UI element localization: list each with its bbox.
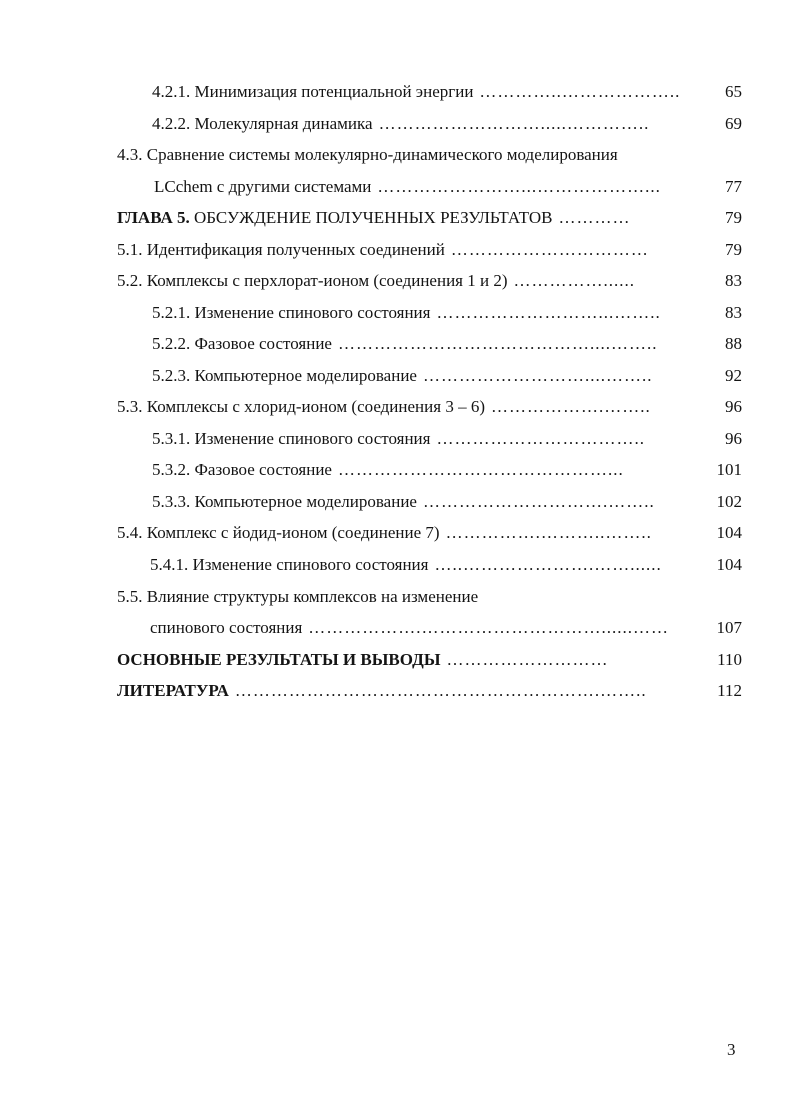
toc-entry-label: 4.3. Сравнение системы молекулярно-динамического моделирования (117, 145, 618, 164)
toc-entry-leader: …..………………….……...... (434, 555, 662, 574)
toc-entry (154, 175, 697, 199)
toc-entry (152, 458, 697, 482)
toc-entry-leader: …………….………..…….. (445, 523, 652, 542)
toc-entry-label: LCchem с другими системами (154, 177, 372, 196)
toc-entry-page: 77 (725, 177, 742, 196)
toc-entry-label: 5.2.1. Изменение спинового состояния (152, 303, 431, 322)
toc-entry-label: 5.3.1. Изменение спинового состояния (152, 429, 431, 448)
page-number: 3 (727, 1040, 736, 1059)
toc-entry-page: 83 (725, 303, 742, 322)
toc-entry-page: 65 (725, 82, 742, 101)
toc-entry (152, 80, 697, 104)
toc-entry-label: 5.1. Идентификация полученных соединений (117, 240, 445, 259)
toc-entry (152, 427, 697, 451)
toc-entry-page: 96 (725, 397, 742, 416)
toc-entry-page: 101 (716, 460, 742, 479)
toc-entry-leader: …………………………………………………….…….. (234, 681, 647, 700)
toc-entry-label: 4.2.2. Молекулярная динамика (152, 114, 373, 133)
toc-entry (117, 238, 697, 262)
toc-entry-label: 5.4. Комплекс с йодид-ионом (соединение 7) (117, 523, 440, 542)
toc-entry (117, 395, 697, 419)
toc-entry (152, 301, 697, 325)
toc-entry (152, 364, 697, 388)
toc-entry (150, 616, 697, 640)
toc-chapter-number: ГЛАВА 5. (117, 208, 190, 227)
toc-entry (117, 269, 697, 293)
toc-entry-leader: ……………………………………....…….. (337, 334, 658, 353)
toc-entry-page: 79 (725, 240, 742, 259)
toc-section-results (117, 648, 697, 672)
toc-entry-page: 88 (725, 334, 742, 353)
toc-entry-label: 5.3.2. Фазовое состояние (152, 460, 332, 479)
toc-entry (117, 143, 707, 167)
toc-entry-leader: ………………………...…….. (436, 303, 661, 322)
toc-entry-page: 83 (725, 271, 742, 290)
toc-entry-label: 5.3.3. Компьютерное моделирование (152, 492, 417, 511)
toc-entry-leader: ……………………… (446, 650, 609, 669)
toc-entry (152, 332, 697, 356)
toc-entry (150, 553, 697, 577)
toc-entry-page: 104 (716, 555, 742, 574)
toc-entry-leader: ………………………....…….. (422, 366, 653, 385)
toc-entry-page: 110 (717, 650, 742, 669)
toc-entry (117, 585, 697, 609)
toc-entry-label: ОБСУЖДЕНИЕ ПОЛУЧЕННЫХ РЕЗУЛЬТАТОВ (194, 208, 553, 227)
toc-entry-label: 5.4.1. Изменение спинового состояния (150, 555, 429, 574)
toc-chapter (117, 206, 697, 230)
toc-entry-leader: …………..……………….. (479, 82, 681, 101)
toc-entry-leader: ……………….…….. (490, 397, 651, 416)
toc-entry-leader: ……………….…………………………......…… (308, 618, 670, 637)
toc-entry-label: 4.2.1. Минимизация потенциальной энергии (152, 82, 474, 101)
toc-entry-label: 5.3. Комплексы с хлорид-ионом (соединения 3 – 6) (117, 397, 485, 416)
toc-entry (117, 521, 697, 545)
toc-entry-leader: ……………………….....………….. (378, 114, 650, 133)
toc-entry-leader: ………………………….…….. (422, 492, 655, 511)
toc-entry-page: 79 (725, 208, 742, 227)
toc-entry-page: 102 (716, 492, 742, 511)
toc-entry-leader: ……………………...………………... (377, 177, 661, 196)
toc-entry-label: 5.2.2. Фазовое состояние (152, 334, 332, 353)
toc-entry-leader: ……………...... (513, 271, 636, 290)
toc-entry (152, 112, 697, 136)
toc-entry-page: 96 (725, 429, 742, 448)
toc-section-title: ЛИТЕРАТУРА (117, 681, 229, 700)
toc-entry-page: 104 (716, 523, 742, 542)
toc-entry-leader: …………………………… (450, 240, 649, 259)
toc-entry-page: 107 (716, 618, 742, 637)
toc-entry-leader: …………………………….. (436, 429, 645, 448)
toc-entry-leader: ………… (558, 208, 631, 227)
toc-entry-label: 5.2.3. Компьютерное моделирование (152, 366, 417, 385)
toc-section-title: ОСНОВНЫЕ РЕЗУЛЬТАТЫ И ВЫВОДЫ (117, 650, 441, 669)
toc-entry-page: 69 (725, 114, 742, 133)
toc-section-literature (117, 679, 697, 703)
toc-entry (152, 490, 697, 514)
toc-entry-label: 5.2. Комплексы с перхлорат-ионом (соединения 1 и 2) (117, 271, 508, 290)
toc-entry-page: 92 (725, 366, 742, 385)
toc-entry-label: спинового состояния (150, 618, 303, 637)
toc-entry-label: 5.5. Влияние структуры комплексов на изменение (117, 587, 479, 606)
toc-entry-page: 112 (717, 681, 742, 700)
toc-entry-leader: ………………………………………... (337, 460, 624, 479)
